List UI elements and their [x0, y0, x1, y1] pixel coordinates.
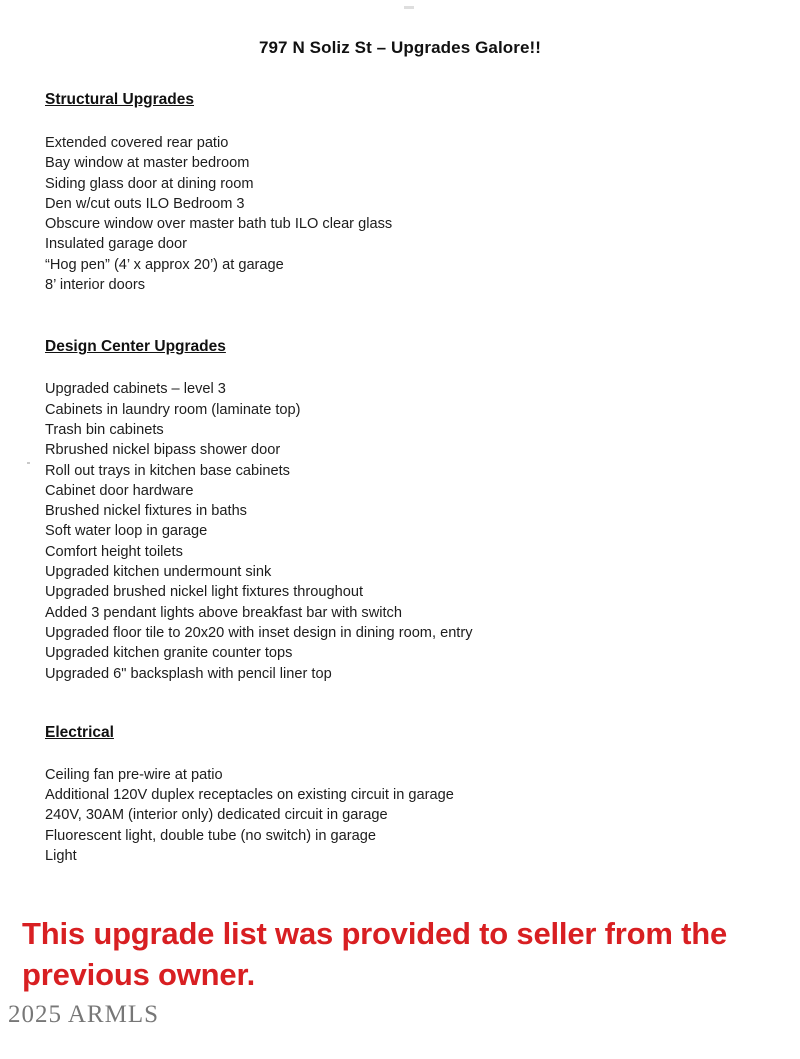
list-item: Upgraded kitchen undermount sink: [45, 564, 272, 581]
list-item: 240V, 30AM (interior only) dedicated circuit in garage: [45, 807, 388, 824]
seller-notice: This upgrade list was provided to seller from the previous owner.: [22, 916, 728, 993]
list-item: 8’ interior doors: [45, 277, 146, 294]
design-center-upgrades-list: [45, 379, 760, 683]
list-item: Rbrushed nickel bipass shower door: [45, 442, 281, 459]
list-item: Fluorescent light, double tube (no switch) in garage: [45, 827, 376, 844]
list-item: Obscure window over master bath tub ILO clear glass: [45, 216, 393, 233]
section-heading-structural: Structural Upgrades: [45, 91, 195, 108]
section-heading-design-center: Design Center Upgrades: [45, 338, 226, 356]
section-heading-electrical: Electrical: [45, 723, 114, 741]
page-title: 797 N Soliz St – Upgrades Galore!!: [258, 38, 542, 57]
structural-upgrades-list: [45, 133, 760, 295]
list-item: Upgraded 6" backsplash with pencil liner top: [45, 665, 332, 682]
list-item: Comfort height toilets: [45, 543, 183, 560]
list-item: Extended covered rear patio: [45, 135, 229, 151]
list-item: Bay window at master bedroom: [45, 155, 250, 172]
list-item: Ceiling fan pre-wire at patio: [45, 766, 223, 783]
list-item: Upgraded cabinets – level 3: [45, 381, 226, 398]
scan-artifact: [404, 6, 414, 9]
list-item: Cabinet door hardware: [45, 482, 194, 499]
list-item: Light: [45, 848, 77, 865]
list-item: Added 3 pendant lights above breakfast bar with switch: [45, 604, 402, 621]
list-item: Upgraded brushed nickel light fixtures throughout: [45, 584, 364, 601]
list-item: “Hog pen” (4’ x approx 20’) at garage: [45, 256, 284, 273]
list-item: Cabinets in laundry room (laminate top): [45, 401, 301, 418]
list-item: Siding glass door at dining room: [45, 175, 254, 192]
list-item: Insulated garage door: [45, 236, 187, 253]
list-item: Den w/cut outs ILO Bedroom 3: [45, 195, 245, 212]
list-item: Upgraded kitchen granite counter tops: [45, 645, 293, 662]
watermark-armls: 2025 ARMLS: [8, 1001, 160, 1029]
list-item: Upgraded floor tile to 20x20 with inset design in dining room, entry: [45, 624, 473, 641]
electrical-list: [45, 765, 760, 866]
list-item: Roll out trays in kitchen base cabinets: [45, 462, 290, 479]
section-structural-upgrades: [45, 91, 760, 295]
scan-artifact: [27, 462, 30, 464]
list-item: Soft water loop in garage: [45, 523, 208, 540]
list-item: Additional 120V duplex receptacles on existing circuit in garage: [45, 787, 454, 804]
list-item: Trash bin cabinets: [45, 421, 164, 438]
section-electrical: [45, 724, 760, 866]
list-item: Brushed nickel fixtures in baths: [45, 503, 247, 520]
section-design-center-upgrades: [45, 338, 760, 683]
